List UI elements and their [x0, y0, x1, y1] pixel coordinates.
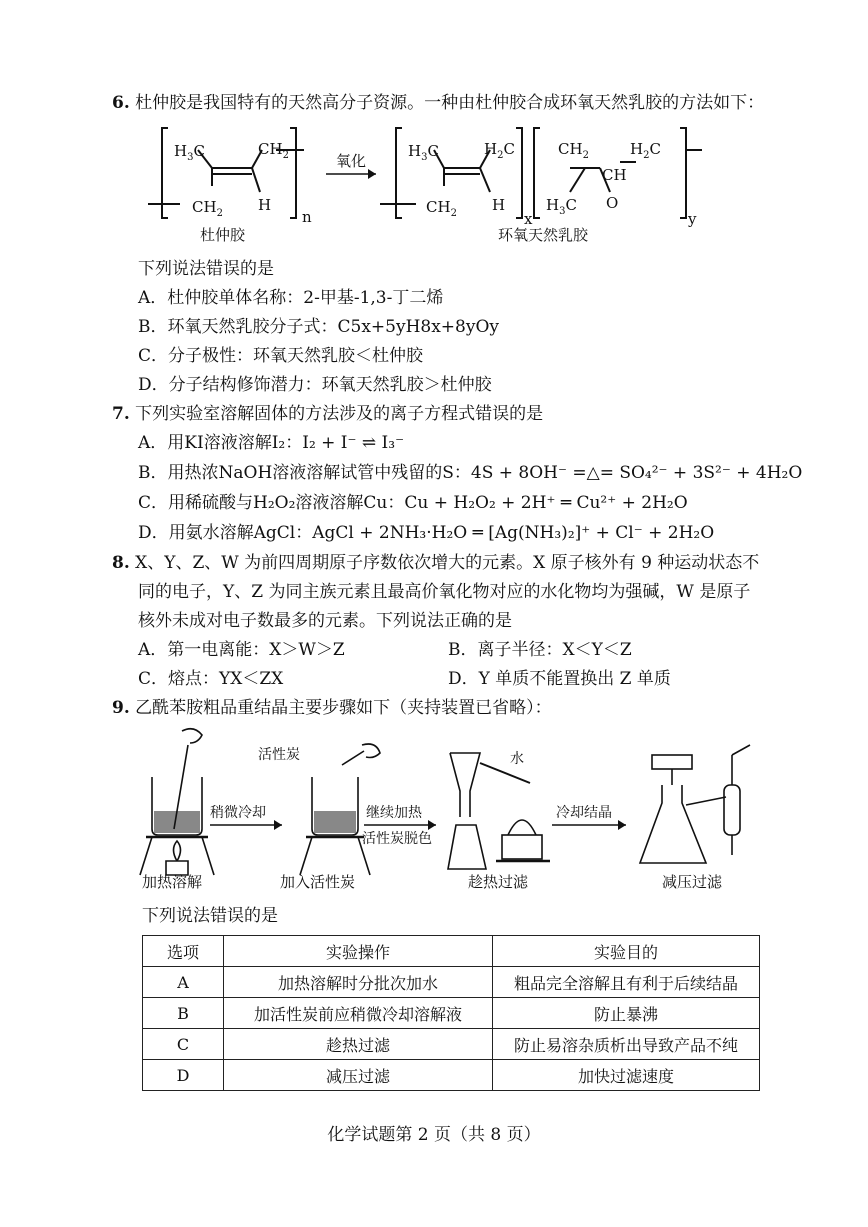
- cell-option: D: [143, 1060, 224, 1091]
- recrystallization-diagram: [130, 725, 770, 895]
- q8-stem-line3: 核外未成对电子数最多的元素。下列说法正确的是: [138, 611, 512, 631]
- svg-text:CH2: $CH_2$: [192, 198, 223, 219]
- cell-operation: 加热溶解时分批次加水: [224, 967, 493, 998]
- q7-stem-text: 下列实验室溶解固体的方法涉及的离子方程式错误的是: [135, 404, 544, 424]
- q7-option-d: D．用氨水溶解AgCl：AgCl + 2NH₃·H₂O ═ [Ag(NH₃)₂]⁺ + Cl⁻ + 2H₂O: [138, 523, 715, 543]
- svg-text:H2C: $H_2C$: [484, 140, 515, 161]
- arrow-heat-decolor: [362, 804, 436, 847]
- step2-label: 加入活性炭: [280, 873, 356, 891]
- q6-option-c: C．分子极性：环氧天然乳胶＜杜仲胶: [138, 346, 424, 366]
- q6-reaction-scheme: [140, 122, 720, 250]
- q7-option-b: B．用热浓NaOH溶液溶解试管中残留的S：4S + 8OH⁻ =△= SO₄²⁻ + 3S²⁻ + 4H₂O: [138, 463, 803, 483]
- q8-number: 8.: [112, 553, 130, 573]
- svg-text:O: O: [606, 194, 619, 212]
- arrow-cooling: [210, 804, 282, 830]
- header-option: 选项: [143, 936, 224, 967]
- table-header-row: [143, 936, 760, 967]
- cell-operation: 加活性炭前应稍微冷却溶解液: [224, 998, 493, 1029]
- q9-options-table: [142, 935, 760, 1091]
- q9-stem: [112, 697, 552, 719]
- svg-text:CH2: $CH_2$: [558, 140, 589, 161]
- oxidation-label: 氧化: [336, 152, 367, 170]
- subscript-n: n: [302, 208, 312, 226]
- q8-stem-text-1: X、Y、Z、W 为前四周期原子序数依次增大的元素。X 原子核外有 9 种运动状态不: [135, 553, 760, 573]
- q9-number: 9.: [112, 698, 130, 718]
- arrow3-label: 冷却结晶: [556, 805, 612, 821]
- q8-option-d: D．Y 单质不能置换出 Z 单质: [448, 669, 671, 689]
- q6-stem: [112, 92, 764, 114]
- vacuum-filtration-apparatus: [640, 745, 750, 863]
- arrow2a-label: 继续加热: [366, 805, 422, 821]
- svg-text:CH: CH: [602, 166, 627, 184]
- epoxy-latex-label: 环氧天然乳胶: [498, 226, 589, 244]
- subscript-y: y: [688, 210, 697, 228]
- heating-apparatus: [140, 729, 214, 875]
- q6-option-a: A．杜仲胶单体名称：2-甲基-1,3-丁二烯: [138, 288, 444, 308]
- svg-text:H3C: $H_3C$: [408, 142, 439, 163]
- q7-number: 7.: [112, 404, 130, 424]
- q6-option-b: B．环氧天然乳胶分子式：C5x+5yH8x+8yOy: [138, 317, 500, 337]
- svg-text:H: H: [258, 196, 272, 214]
- q8-option-b: B．离子半径：X＜Y＜Z: [448, 640, 632, 660]
- cell-purpose: 防止易溶杂质析出导致产品不纯: [493, 1029, 760, 1060]
- svg-text:H: H: [492, 196, 506, 214]
- arrow1-label: 稍微冷却: [210, 805, 266, 821]
- dupont-gum-label: 杜仲胶: [200, 226, 246, 244]
- arrow-cool-crystallize: [552, 804, 626, 830]
- table-row: [143, 967, 760, 998]
- q7-option-c: C．用稀硫酸与H₂O₂溶液溶解Cu：Cu + H₂O₂ + 2H⁺ ═ Cu²⁺ + 2H₂O: [138, 493, 688, 513]
- q6-number: 6.: [112, 93, 130, 113]
- carbon-label: 活性炭: [258, 747, 300, 763]
- water-label: 水: [510, 751, 524, 767]
- cell-purpose: 加快过滤速度: [493, 1060, 760, 1091]
- page-footer: 化学试题第 2 页（共 8 页）: [327, 1125, 541, 1145]
- cell-option: B: [143, 998, 224, 1029]
- q8-stem-line2: 同的电子，Y、Z 为同主族元素且最高价氧化物对应的水化物均为强碱，W 是原子: [138, 582, 751, 602]
- q8-option-a: A．第一电离能：X＞W＞Z: [138, 640, 345, 660]
- table-row: [143, 998, 760, 1029]
- q6-option-d: D．分子结构修饰潜力：环氧天然乳胶＞杜仲胶: [138, 375, 492, 395]
- q6-stem-text: 杜仲胶是我国特有的天然高分子资源。一种由杜仲胶合成环氧天然乳胶的方法如下：: [135, 93, 765, 113]
- cell-operation: 减压过滤: [224, 1060, 493, 1091]
- q9-prompt: 下列说法错误的是: [142, 906, 278, 926]
- q8-stem-line1: [112, 552, 759, 574]
- q7-stem: [112, 403, 543, 425]
- oxidation-arrow: [326, 152, 376, 179]
- cell-operation: 趁热过滤: [224, 1029, 493, 1060]
- table-row: [143, 1029, 760, 1060]
- hot-filtration-apparatus: [448, 753, 550, 869]
- step1-label: 加热溶解: [142, 873, 203, 891]
- arrow2b-label: 活性炭脱色: [362, 831, 432, 847]
- svg-text:H2C: $H_2C$: [630, 140, 661, 161]
- svg-text:H3C: $H_3C$: [174, 142, 205, 163]
- step3-label: 趁热过滤: [468, 873, 529, 891]
- cell-purpose: 防止暴沸: [493, 998, 760, 1029]
- header-operation: 实验操作: [224, 936, 493, 967]
- table-row: [143, 1060, 760, 1091]
- svg-text:H3C: $H_3C$: [546, 196, 577, 217]
- q9-stem-text: 乙酰苯胺粗品重结晶主要步骤如下（夹持装置已省略）：: [135, 698, 552, 718]
- subscript-x: x: [524, 210, 533, 228]
- svg-text:CH2: $CH_2$: [258, 140, 289, 161]
- step4-label: 减压过滤: [662, 873, 723, 891]
- cell-option: C: [143, 1029, 224, 1060]
- cell-purpose: 粗品完全溶解且有利于后续结晶: [493, 967, 760, 998]
- q8-option-c: C．熔点：YX＜ZX: [138, 669, 284, 689]
- cell-option: A: [143, 967, 224, 998]
- svg-text:CH2: $CH_2$: [426, 198, 457, 219]
- q7-option-a: A．用KI溶液溶解I₂：I₂ + I⁻ ⇌ I₃⁻: [138, 433, 405, 453]
- header-purpose: 实验目的: [493, 936, 760, 967]
- q6-prompt: 下列说法错误的是: [138, 259, 274, 279]
